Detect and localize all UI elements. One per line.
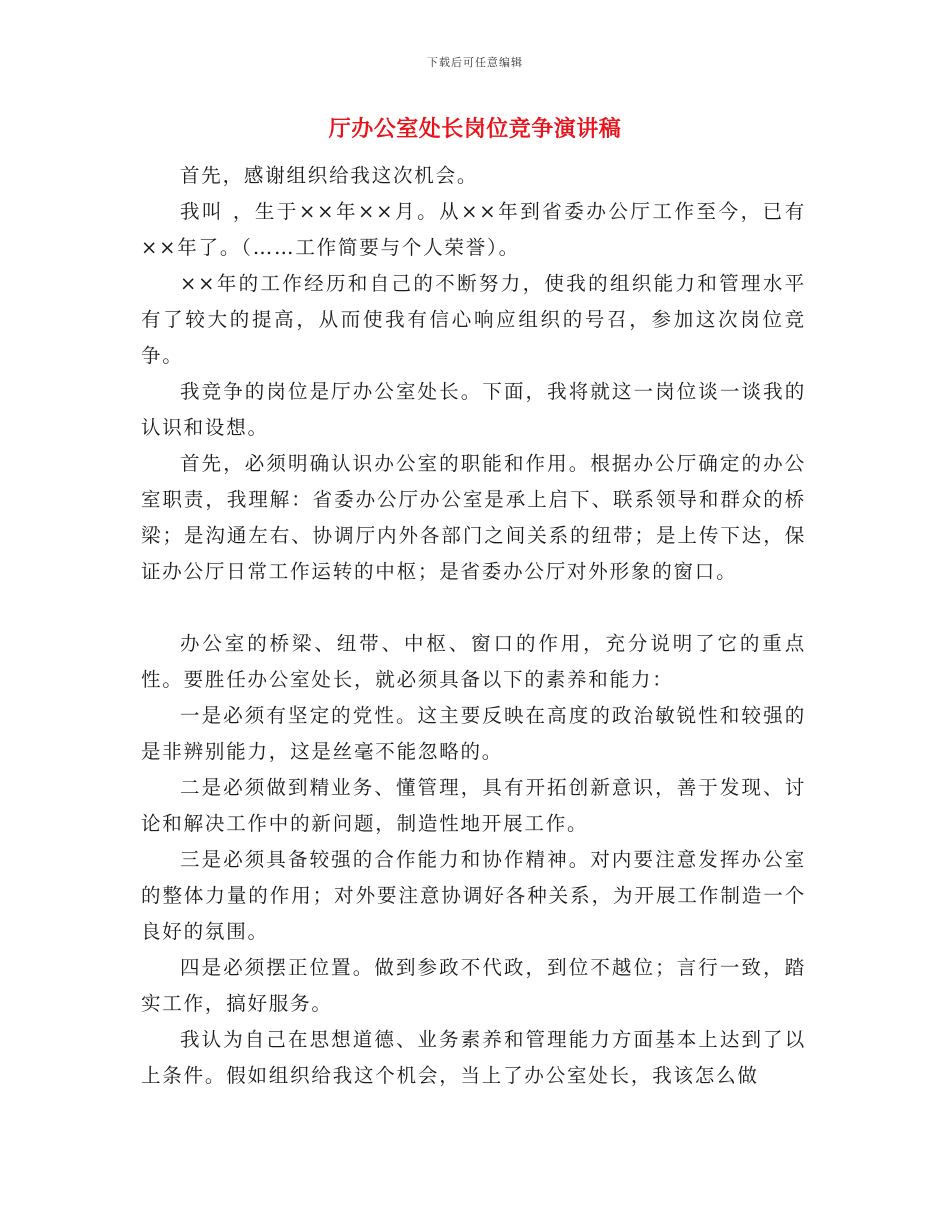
paragraph-introduction: 我叫 ，生于××年××月。从××年到省委办公厅工作至今，已有××年了。（……工作简要与个人荣誉）。 bbox=[141, 200, 806, 259]
header-note: 下载后可任意编辑 bbox=[427, 56, 523, 69]
paragraph-requirements: 办公室的桥梁、纽带、中枢、窗口的作用，充分说明了它的重点性。要胜任办公室处长，就必须具备以下的素养和能力： bbox=[141, 632, 806, 691]
paragraph-requirement-two: 二是必须做到精业务、懂管理，具有开拓创新意识，善于发现、讨论和解决工作中的新问题，制造性地开展工作。 bbox=[141, 776, 806, 835]
document-title: 厅办公室处长岗位竞争演讲稿 bbox=[328, 117, 622, 142]
paragraph-self-assessment: 我认为自己在思想道德、业务素养和管理能力方面基本上达到了以上条件。假如组织给我这个机会，当上了办公室处长，我该怎么做 bbox=[141, 1028, 806, 1087]
paragraph-position: 我竞争的岗位是厅办公室处长。下面，我将就这一岗位谈一谈我的认识和设想。 bbox=[141, 380, 806, 439]
paragraph-requirement-one: 一是必须有坚定的党性。这主要反映在高度的政治敏锐性和较强的是非辨别能力，这是丝毫不能忽略的。 bbox=[141, 704, 806, 763]
paragraph-requirement-four: 四是必须摆正位置。做到参政不代政，到位不越位；言行一致，踏实工作，搞好服务。 bbox=[141, 956, 806, 1015]
paragraph-requirement-three: 三是必须具备较强的合作能力和协作精神。对内要注意发挥办公室的整体力量的作用；对外要注意协调好各种关系，为开展工作制造一个良好的氛围。 bbox=[141, 848, 806, 943]
paragraph-thanks: 首先，感谢组织给我这次机会。 bbox=[180, 164, 479, 187]
paragraph-office-functions: 首先，必须明确认识办公室的职能和作用。根据办公厅确定的办公室职责，我理解：省委办公厅办公室是承上启下、联系领导和群众的桥梁；是沟通左右、协调厅内外各部门之间关系的纽带；是上传下达，保证办公厅日常工作运转的中枢；是省委办公厅对外形象的窗口。 bbox=[141, 452, 806, 583]
paragraph-experience: ××年的工作经历和自己的不断努力，使我的组织能力和管理水平有了较大的提高，从而使我有信心响应组织的号召，参加这次岗位竞争。 bbox=[141, 272, 806, 367]
document-body bbox=[141, 158, 806, 1094]
